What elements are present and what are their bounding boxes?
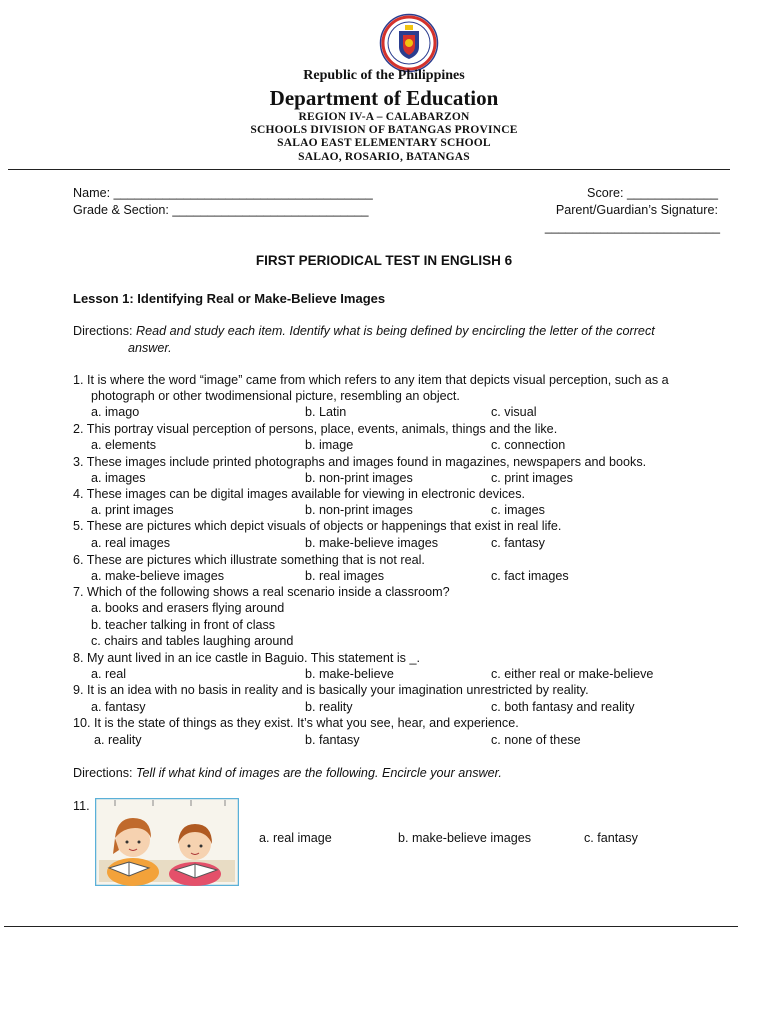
q5-option-a[interactable]: a. real images xyxy=(91,536,171,550)
q1-option-c[interactable]: c. visual xyxy=(491,405,537,419)
q11-option-b[interactable]: b. make-believe images xyxy=(398,831,531,845)
header-region: REGION IV-A – CALABARZON xyxy=(298,111,470,123)
q9-option-a[interactable]: a. fantasy xyxy=(91,700,146,714)
header-department: Department of Education xyxy=(269,86,499,110)
question-2-stem: 2. This portray visual perception of persons, place, events, animals, things and the like. xyxy=(73,422,558,436)
header-republic: Republic of the Philippines xyxy=(303,68,465,83)
directions-2-label: Directions: xyxy=(73,766,133,780)
q10-option-c[interactable]: c. none of these xyxy=(491,733,581,747)
q7-option-c[interactable]: c. chairs and tables laughing around xyxy=(91,634,294,648)
q5-option-b[interactable]: b. make-believe images xyxy=(305,536,438,550)
directions-label: Directions: xyxy=(73,324,133,338)
q11-illustration xyxy=(95,798,239,886)
parent-signature-label: Parent/Guardian’s Signature: xyxy=(555,203,718,217)
q9-option-b[interactable]: b. reality xyxy=(305,700,353,714)
deped-seal xyxy=(379,13,439,73)
parent-signature-line[interactable]: _________________________ xyxy=(544,220,720,234)
q6-option-b[interactable]: b. real images xyxy=(305,569,385,583)
header-division: SCHOOLS DIVISION OF BATANGAS PROVINCE xyxy=(250,124,518,136)
footer-divider xyxy=(4,926,738,927)
q3-option-b[interactable]: b. non-print images xyxy=(305,471,413,485)
grade-section-field[interactable]: Grade & Section: ____________________________ xyxy=(73,203,369,217)
q3-option-a[interactable]: a. images xyxy=(91,471,146,485)
q10-option-a[interactable]: a. reality xyxy=(94,733,142,747)
test-title: FIRST PERIODICAL TEST IN ENGLISH 6 xyxy=(255,253,513,268)
header-divider xyxy=(8,169,730,170)
q7-option-b[interactable]: b. teacher talking in front of class xyxy=(91,618,276,632)
question-9-stem: 9. It is an idea with no basis in reality and is basically your imagination unrestricted by reality. xyxy=(73,683,589,697)
q3-option-c[interactable]: c. print images xyxy=(491,471,573,485)
q2-option-b[interactable]: b. image xyxy=(305,438,354,452)
q8-option-c[interactable]: c. either real or make-believe xyxy=(491,667,654,681)
q2-option-c[interactable]: c. connection xyxy=(491,438,566,452)
directions-2 xyxy=(73,766,502,780)
question-1-stem-cont: photograph or other twodimensional picture, resembling an object. xyxy=(91,389,460,403)
directions-text-cont: answer. xyxy=(128,341,172,355)
score-field[interactable]: Score: _____________ xyxy=(587,186,718,200)
directions-text: Read and study each item. Identify what is being defined by encircling the letter of the correct xyxy=(136,324,655,338)
q5-option-c[interactable]: c. fantasy xyxy=(491,536,545,550)
question-5-stem: 5. These are pictures which depict visuals of objects or happenings that exist in real life. xyxy=(73,519,562,533)
directions-2-text: Tell if what kind of images are the following. Encircle your answer. xyxy=(136,766,502,780)
q10-option-b[interactable]: b. fantasy xyxy=(305,733,360,747)
q4-option-b[interactable]: b. non-print images xyxy=(305,503,413,517)
lesson-title: Lesson 1: Identifying Real or Make-Believe Images xyxy=(73,291,386,306)
q2-option-a[interactable]: a. elements xyxy=(91,438,157,452)
q1-option-b[interactable]: b. Latin xyxy=(305,405,347,419)
q8-option-a[interactable]: a. real xyxy=(91,667,127,681)
question-3-stem: 3. These images include printed photographs and images found in magazines, newspapers and books. xyxy=(73,455,647,469)
question-6-stem: 6. These are pictures which illustrate something that is not real. xyxy=(73,553,425,567)
q7-option-a[interactable]: a. books and erasers flying around xyxy=(91,601,285,615)
question-11-number: 11. xyxy=(73,799,90,813)
question-8-stem: 8. My aunt lived in an ice castle in Baguio. This statement is _. xyxy=(73,651,420,665)
q11-option-a[interactable]: a. real image xyxy=(259,831,332,845)
name-field[interactable]: Name: _____________________________________ xyxy=(73,186,373,200)
directions-1 xyxy=(73,324,655,338)
question-1-stem: 1. It is where the word “image” came from which refers to any item that depicts visual perception, such as a xyxy=(73,373,669,387)
q4-option-a[interactable]: a. print images xyxy=(91,503,174,517)
q4-option-c[interactable]: c. images xyxy=(491,503,545,517)
question-4-stem: 4. These images can be digital images available for viewing in electronic devices. xyxy=(73,487,525,501)
question-10-stem: 10. It is the state of things as they exist. It’s what you see, hear, and experience. xyxy=(73,716,519,730)
q6-option-c[interactable]: c. fact images xyxy=(491,569,569,583)
q1-option-a[interactable]: a. imago xyxy=(91,405,140,419)
header-school: SALAO EAST ELEMENTARY SCHOOL xyxy=(277,137,491,149)
q9-option-c[interactable]: c. both fantasy and reality xyxy=(491,700,635,714)
question-7-stem: 7. Which of the following shows a real scenario inside a classroom? xyxy=(73,585,450,599)
header-address: SALAO, ROSARIO, BATANGAS xyxy=(298,151,470,163)
q6-option-a[interactable]: a. make-believe images xyxy=(91,569,224,583)
q11-option-c[interactable]: c. fantasy xyxy=(584,831,638,845)
q8-option-b[interactable]: b. make-believe xyxy=(305,667,394,681)
